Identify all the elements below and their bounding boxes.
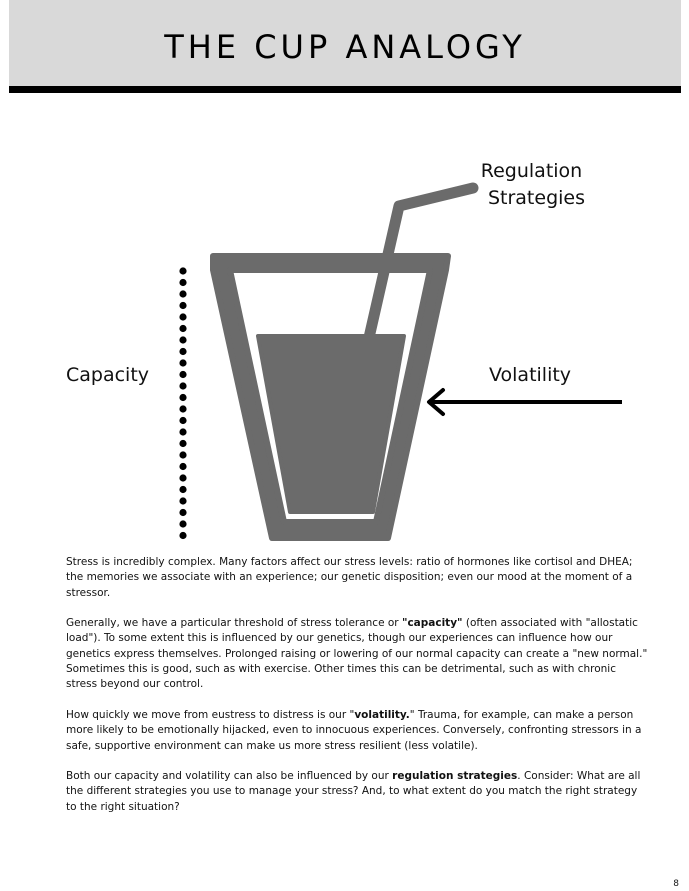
capacity-dot: [179, 313, 186, 320]
page-number: 8: [673, 879, 679, 889]
paragraph-regulation: [66, 769, 649, 815]
capacity-dot: [179, 382, 186, 389]
volatility-label: Volatility: [489, 364, 572, 386]
capacity-dot: [179, 371, 186, 378]
capacity-dot: [179, 520, 186, 527]
capacity-dot: [179, 325, 186, 332]
p4-text-after: . Consider: What are all the different strategies you use to manage your stress? And, to what extent do you match the right strategy to the right situation?: [66, 770, 641, 813]
capacity-dot: [179, 486, 186, 493]
dotted-capacity-line: [179, 267, 186, 539]
capacity-dot: [179, 509, 186, 516]
regulation-strategies-term: regulation strategies: [392, 770, 518, 783]
p1-text: Stress is incredibly complex. Many factors affect our stress levels: ratio of hormones like cortisol and DHEA; the memories we associate with an experience; our genetic disposition; even our mood at the moment of a stressor.: [66, 556, 633, 599]
capacity-dot: [179, 348, 186, 355]
capacity-dot: [179, 428, 186, 435]
capacity-dot: [179, 405, 186, 412]
capacity-dot: [179, 267, 186, 274]
cup-icon: [213, 256, 448, 538]
regulation-strategies-label: [464, 158, 599, 212]
capacity-dot: [179, 394, 186, 401]
volatility-term: volatility.: [354, 708, 410, 721]
p2-text-after: (often associated with "allostatic load"). To some extent this is influenced by our genetics, though our experiences can influence how our genetics express themselves. Prolonged raising or lowering of our normal capacity can create a "new normal." Sometimes this is good, such as with exercise. Other times this can be detrimental, such as with chronic stress beyond our control.: [66, 617, 648, 691]
p3-text-before: How quickly we move from eustress to distress is our ": [66, 708, 355, 721]
p3-text-after: " Trauma, for example, can make a person more likely to be emotionally hijacked, even to innocuous experiences. Conversely, confronting stressors in a safe, supportive environment can make us more stress resilient (less volatile).: [66, 708, 642, 752]
capacity-dot: [179, 451, 186, 458]
capacity-dot: [179, 302, 186, 309]
paragraph-stress-complexity: [66, 555, 649, 601]
capacity-dot: [179, 417, 186, 424]
regulation-label-line1: Regulation: [480, 160, 583, 182]
capacity-dot: [179, 474, 186, 481]
capacity-dot: [179, 440, 186, 447]
paragraph-volatility: [66, 708, 649, 754]
capacity-term: "capacity": [401, 617, 463, 630]
regulation-label-line2: Strategies: [487, 187, 586, 209]
paragraph-capacity: [66, 616, 649, 692]
page-title: THE CUP ANALOGY: [164, 28, 526, 66]
capacity-dot: [179, 532, 186, 539]
p2-text-before: Generally, we have a particular threshold of stress tolerance or: [66, 617, 402, 630]
body-text: [66, 555, 649, 830]
volatility-arrow-icon: [429, 390, 622, 414]
capacity-dot: [179, 359, 186, 366]
p4-text-before: Both our capacity and volatility can also be influenced by our: [66, 770, 393, 783]
capacity-dot: [179, 463, 186, 470]
capacity-dot: [179, 497, 186, 504]
capacity-dot: [179, 336, 186, 343]
capacity-dot: [179, 279, 186, 286]
capacity-dot: [179, 290, 186, 297]
capacity-label: Capacity: [66, 364, 150, 386]
